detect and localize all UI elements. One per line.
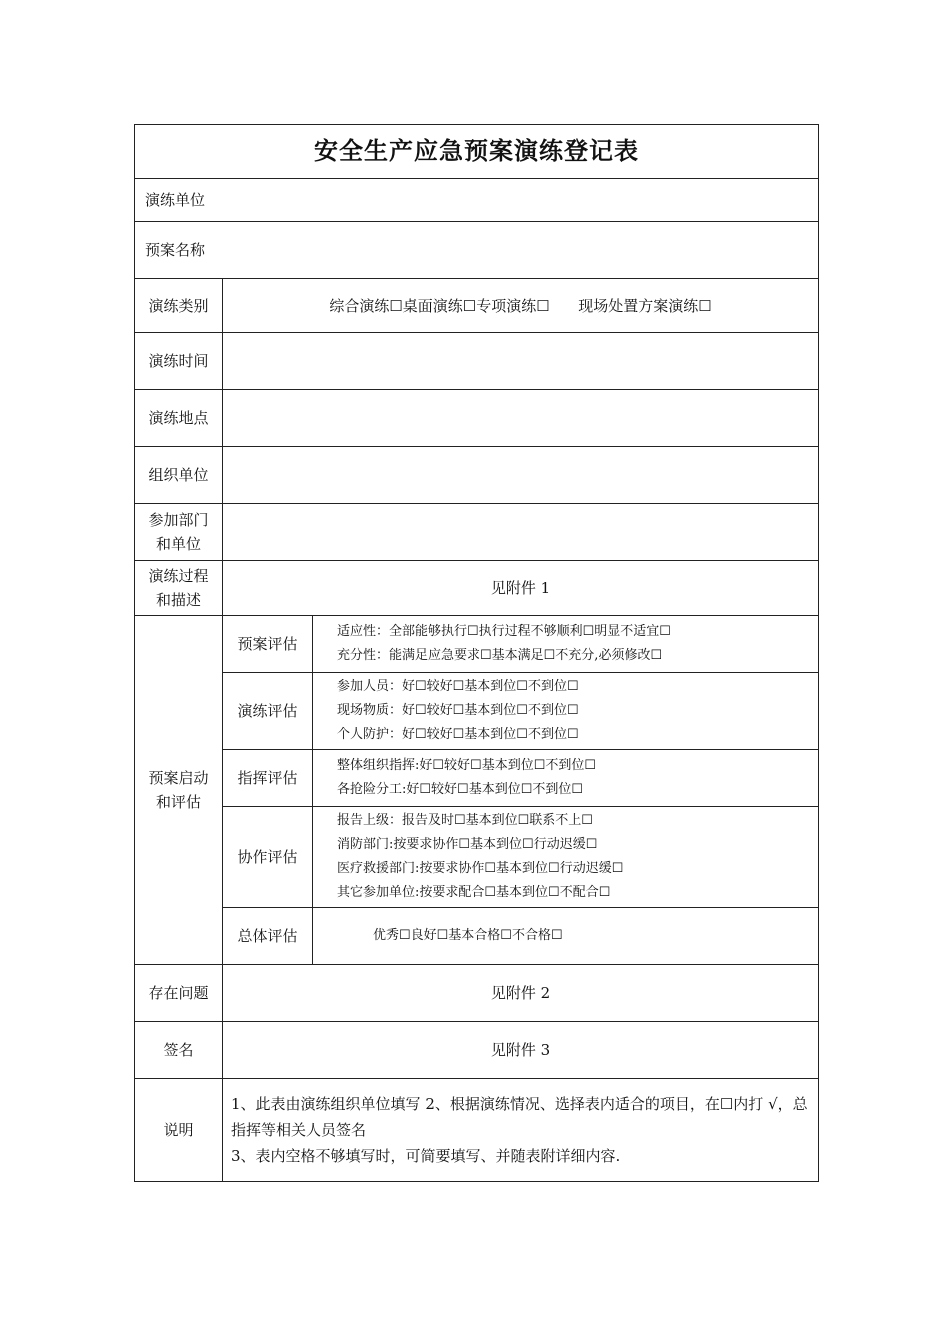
option-line[interactable]: 个人防护：好☐较好☐基本到位☐不到位☐	[337, 727, 579, 742]
option-line[interactable]: 医疗救援部门:按要求协作☐基本到位☐行动迟缓☐	[337, 861, 624, 876]
registration-table	[134, 124, 819, 1182]
option-line[interactable]: 各抢险分工:好☐较好☐基本到位☐不到位☐	[337, 782, 583, 797]
category-options[interactable]: 综合演练☐桌面演练☐专项演练☐ 现场处置方案演练☐	[223, 279, 819, 333]
evaluation-label-line2: 和评估	[155, 793, 201, 811]
time-label: 演练时间	[135, 333, 223, 390]
option-line[interactable]: 现场物质：好☐较好☐基本到位☐不到位☐	[337, 703, 579, 718]
process-label-line1: 演练过程	[148, 567, 209, 585]
notes-label: 说明	[135, 1079, 223, 1182]
option-line[interactable]: 参加人员：好☐较好☐基本到位☐不到位☐	[337, 679, 579, 694]
option-line[interactable]: 其它参加单位:按要求配合☐基本到位☐不配合☐	[337, 885, 611, 900]
drill-evaluation-options[interactable]	[313, 673, 819, 750]
time-value-cell[interactable]	[223, 333, 819, 390]
overall-evaluation-label: 总体评估	[223, 908, 313, 965]
option-line[interactable]: 消防部门:按要求协作☐基本到位☐行动迟缓☐	[337, 837, 598, 852]
note-line: 1、此表由演练组织单位填写 2、根据演练情况、选择表内适合的项目，在☐内打 √，总指挥等相关人员签名	[231, 1095, 808, 1139]
plan-name-label: 预案名称	[135, 222, 819, 279]
unit-label: 演练单位	[135, 179, 819, 222]
option-line[interactable]: 适应性：全部能够执行☐执行过程不够顺利☐明显不适宜☐	[337, 624, 671, 639]
drill-evaluation-label: 演练评估	[223, 673, 313, 750]
issues-value: 见附件 2	[223, 965, 819, 1022]
evaluation-label	[135, 616, 223, 965]
drill-registration-form	[134, 124, 818, 1182]
organizer-value-cell[interactable]	[223, 447, 819, 504]
process-label	[135, 561, 223, 616]
participants-value-cell[interactable]	[223, 504, 819, 561]
option-line[interactable]: 充分性：能满足应急要求☐基本满足☐不充分,必须修改☐	[337, 648, 663, 663]
location-label: 演练地点	[135, 390, 223, 447]
process-value: 见附件 1	[223, 561, 819, 616]
participants-label	[135, 504, 223, 561]
signature-label: 签名	[135, 1022, 223, 1079]
command-evaluation-label: 指挥评估	[223, 750, 313, 807]
cooperation-evaluation-label: 协作评估	[223, 807, 313, 908]
plan-evaluation-label: 预案评估	[223, 616, 313, 673]
issues-label: 存在问题	[135, 965, 223, 1022]
cooperation-evaluation-options[interactable]	[313, 807, 819, 908]
organizer-label: 组织单位	[135, 447, 223, 504]
note-line: 3、表内空格不够填写时，可简要填写、并随表附详细内容.	[231, 1147, 621, 1165]
signature-value: 见附件 3	[223, 1022, 819, 1079]
option-line[interactable]: 整体组织指挥:好☐较好☐基本到位☐不到位☐	[337, 758, 596, 773]
participants-label-line1: 参加部门	[148, 511, 209, 529]
process-label-line2: 和描述	[155, 591, 201, 609]
form-title: 安全生产应急预案演练登记表	[135, 125, 819, 179]
category-label: 演练类别	[135, 279, 223, 333]
plan-evaluation-options[interactable]	[313, 616, 819, 673]
overall-evaluation-options[interactable]: 优秀☐良好☐基本合格☐不合格☐	[313, 908, 819, 965]
notes-content	[223, 1079, 819, 1182]
option-line[interactable]: 报告上级：报告及时☐基本到位☐联系不上☐	[337, 813, 593, 828]
command-evaluation-options[interactable]	[313, 750, 819, 807]
evaluation-label-line1: 预案启动	[148, 769, 209, 787]
participants-label-line2: 和单位	[155, 535, 201, 553]
location-value-cell[interactable]	[223, 390, 819, 447]
